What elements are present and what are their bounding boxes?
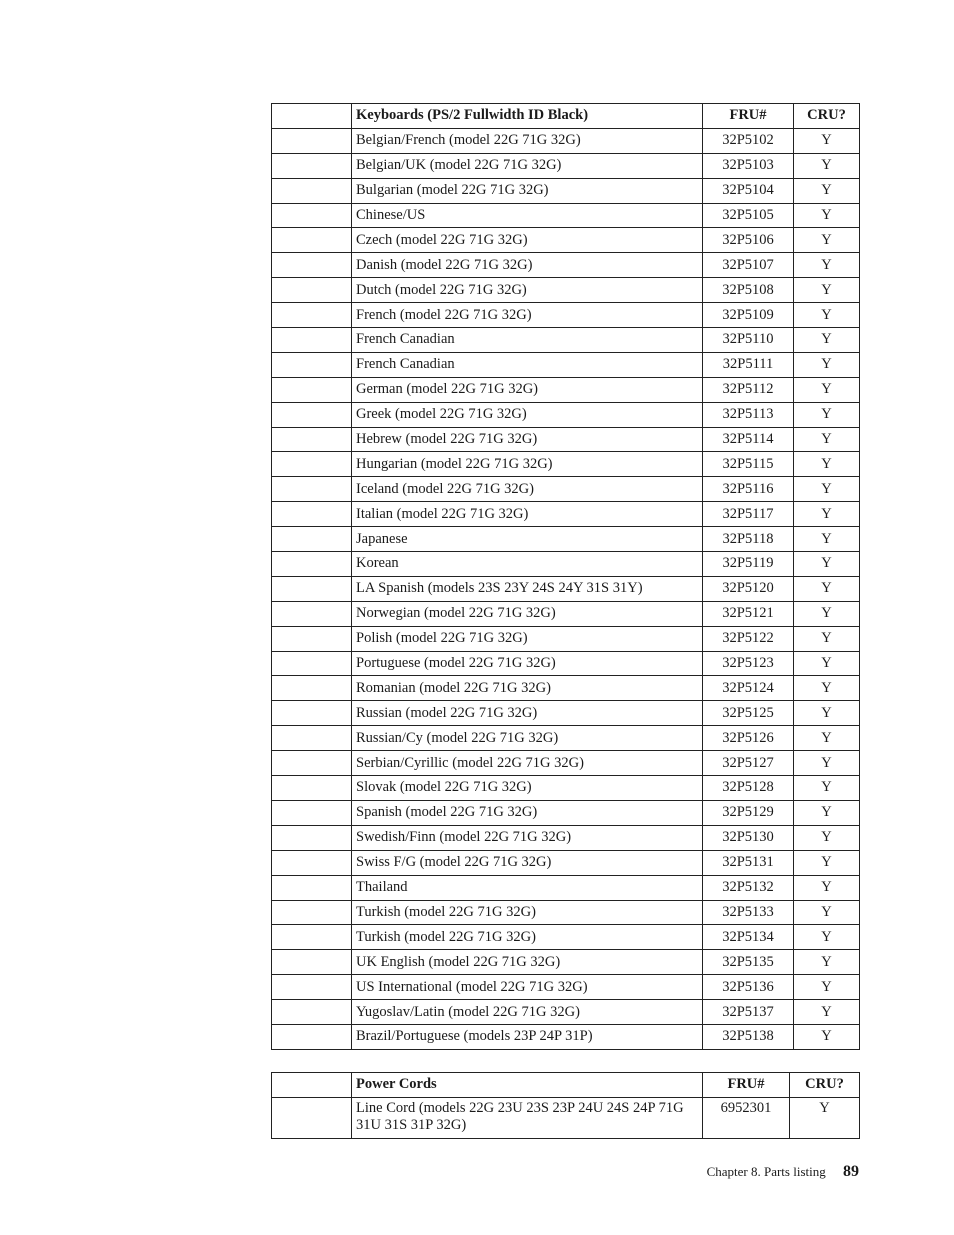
description-cell: Dutch (model 22G 71G 32G) <box>352 278 703 303</box>
description-cell: French Canadian <box>352 352 703 377</box>
index-cell <box>272 1097 352 1138</box>
table-row <box>272 800 860 825</box>
cru-cell: Y <box>794 253 860 278</box>
cru-cell: Y <box>794 800 860 825</box>
cru-cell: Y <box>794 776 860 801</box>
fru-header: FRU# <box>703 104 794 129</box>
table-row <box>272 850 860 875</box>
fru-cell: 6952301 <box>703 1097 790 1138</box>
cru-cell: Y <box>794 153 860 178</box>
cru-cell: Y <box>794 651 860 676</box>
index-cell <box>272 900 352 925</box>
table-row <box>272 776 860 801</box>
table-row <box>272 875 860 900</box>
fru-cell: 32P5102 <box>703 128 794 153</box>
cru-header: CRU? <box>790 1073 860 1098</box>
description-cell: Greek (model 22G 71G 32G) <box>352 402 703 427</box>
cru-cell: Y <box>794 701 860 726</box>
fru-cell: 32P5133 <box>703 900 794 925</box>
cru-cell: Y <box>794 303 860 328</box>
index-cell <box>272 128 352 153</box>
table-row <box>272 303 860 328</box>
table-row <box>272 527 860 552</box>
table-row <box>272 452 860 477</box>
cru-cell: Y <box>794 452 860 477</box>
index-cell <box>272 178 352 203</box>
table-header-row <box>272 1073 860 1098</box>
cru-cell: Y <box>794 850 860 875</box>
fru-cell: 32P5137 <box>703 1000 794 1025</box>
index-cell <box>272 477 352 502</box>
description-cell: Bulgarian (model 22G 71G 32G) <box>352 178 703 203</box>
fru-cell: 32P5103 <box>703 153 794 178</box>
description-cell: Turkish (model 22G 71G 32G) <box>352 925 703 950</box>
cru-cell: Y <box>794 278 860 303</box>
description-cell: Hebrew (model 22G 71G 32G) <box>352 427 703 452</box>
cru-cell: Y <box>794 1000 860 1025</box>
description-cell: UK English (model 22G 71G 32G) <box>352 950 703 975</box>
description-cell: Belgian/French (model 22G 71G 32G) <box>352 128 703 153</box>
description-cell: Polish (model 22G 71G 32G) <box>352 626 703 651</box>
index-cell <box>272 377 352 402</box>
table-header-row <box>272 104 860 129</box>
cru-cell: Y <box>794 975 860 1000</box>
description-cell: Danish (model 22G 71G 32G) <box>352 253 703 278</box>
table-row <box>272 552 860 577</box>
table-row <box>272 601 860 626</box>
table-row <box>272 1024 860 1049</box>
fru-cell: 32P5115 <box>703 452 794 477</box>
description-cell: Italian (model 22G 71G 32G) <box>352 502 703 527</box>
table-row <box>272 352 860 377</box>
fru-header: FRU# <box>703 1073 790 1098</box>
description-cell: French Canadian <box>352 328 703 353</box>
description-cell: Portuguese (model 22G 71G 32G) <box>352 651 703 676</box>
index-cell <box>272 825 352 850</box>
table-row <box>272 253 860 278</box>
cru-cell: Y <box>794 128 860 153</box>
index-cell <box>272 776 352 801</box>
description-cell: Norwegian (model 22G 71G 32G) <box>352 601 703 626</box>
fru-cell: 32P5125 <box>703 701 794 726</box>
fru-cell: 32P5128 <box>703 776 794 801</box>
table-row <box>272 925 860 950</box>
index-cell <box>272 552 352 577</box>
description-cell: French (model 22G 71G 32G) <box>352 303 703 328</box>
fru-cell: 32P5108 <box>703 278 794 303</box>
fru-cell: 32P5117 <box>703 502 794 527</box>
index-cell <box>272 278 352 303</box>
description-header: Power Cords <box>352 1073 703 1098</box>
fru-cell: 32P5127 <box>703 751 794 776</box>
keyboards-table-body <box>272 128 860 1049</box>
index-cell <box>272 328 352 353</box>
table-row <box>272 751 860 776</box>
index-cell <box>272 1024 352 1049</box>
index-cell <box>272 626 352 651</box>
cru-cell: Y <box>794 352 860 377</box>
description-header: Keyboards (PS/2 Fullwidth ID Black) <box>352 104 703 129</box>
cru-cell: Y <box>794 527 860 552</box>
chapter-title: Chapter 8. Parts listing <box>706 1164 826 1179</box>
power-cords-table <box>271 1072 860 1139</box>
fru-cell: 32P5106 <box>703 228 794 253</box>
index-cell <box>272 875 352 900</box>
description-cell: Serbian/Cyrillic (model 22G 71G 32G) <box>352 751 703 776</box>
description-cell: LA Spanish (models 23S 23Y 24S 24Y 31S 31Y) <box>352 576 703 601</box>
cru-cell: Y <box>794 626 860 651</box>
fru-cell: 32P5123 <box>703 651 794 676</box>
cru-cell: Y <box>794 228 860 253</box>
table-row <box>272 178 860 203</box>
index-cell <box>272 950 352 975</box>
description-cell: Brazil/Portuguese (models 23P 24P 31P) <box>352 1024 703 1049</box>
table-row <box>272 153 860 178</box>
fru-cell: 32P5118 <box>703 527 794 552</box>
table-row <box>272 726 860 751</box>
description-cell: Yugoslav/Latin (model 22G 71G 32G) <box>352 1000 703 1025</box>
table-row <box>272 825 860 850</box>
fru-cell: 32P5131 <box>703 850 794 875</box>
description-cell: Iceland (model 22G 71G 32G) <box>352 477 703 502</box>
index-cell <box>272 751 352 776</box>
description-cell: German (model 22G 71G 32G) <box>352 377 703 402</box>
index-cell <box>272 800 352 825</box>
cru-cell: Y <box>794 402 860 427</box>
fru-cell: 32P5130 <box>703 825 794 850</box>
cru-cell: Y <box>794 178 860 203</box>
fru-cell: 32P5129 <box>703 800 794 825</box>
fru-cell: 32P5136 <box>703 975 794 1000</box>
index-cell <box>272 153 352 178</box>
index-cell <box>272 925 352 950</box>
cru-cell: Y <box>790 1097 860 1138</box>
index-cell <box>272 203 352 228</box>
fru-cell: 32P5120 <box>703 576 794 601</box>
index-cell <box>272 527 352 552</box>
cru-cell: Y <box>794 328 860 353</box>
fru-cell: 32P5107 <box>703 253 794 278</box>
fru-cell: 32P5110 <box>703 328 794 353</box>
fru-cell: 32P5109 <box>703 303 794 328</box>
table-row <box>272 676 860 701</box>
fru-cell: 32P5111 <box>703 352 794 377</box>
index-cell <box>272 352 352 377</box>
table-row <box>272 427 860 452</box>
index-cell <box>272 676 352 701</box>
fru-cell: 32P5132 <box>703 875 794 900</box>
description-cell: Turkish (model 22G 71G 32G) <box>352 900 703 925</box>
cru-cell: Y <box>794 601 860 626</box>
index-cell <box>272 975 352 1000</box>
description-cell: Belgian/UK (model 22G 71G 32G) <box>352 153 703 178</box>
fru-cell: 32P5104 <box>703 178 794 203</box>
description-cell: Swedish/Finn (model 22G 71G 32G) <box>352 825 703 850</box>
index-cell <box>272 726 352 751</box>
index-cell <box>272 303 352 328</box>
fru-cell: 32P5116 <box>703 477 794 502</box>
index-cell <box>272 427 352 452</box>
table-row <box>272 502 860 527</box>
power-cords-table-body <box>272 1097 860 1138</box>
cru-cell: Y <box>794 676 860 701</box>
table-row <box>272 950 860 975</box>
fru-cell: 32P5121 <box>703 601 794 626</box>
index-cell <box>272 576 352 601</box>
index-cell <box>272 601 352 626</box>
table-row <box>272 203 860 228</box>
description-cell: Romanian (model 22G 71G 32G) <box>352 676 703 701</box>
index-cell <box>272 452 352 477</box>
page-footer <box>707 1163 859 1181</box>
table-row <box>272 975 860 1000</box>
table-row <box>272 651 860 676</box>
cru-header: CRU? <box>794 104 860 129</box>
cru-cell: Y <box>794 427 860 452</box>
index-cell <box>272 228 352 253</box>
index-cell <box>272 253 352 278</box>
index-cell <box>272 701 352 726</box>
description-cell: Swiss F/G (model 22G 71G 32G) <box>352 850 703 875</box>
description-cell: Spanish (model 22G 71G 32G) <box>352 800 703 825</box>
cru-cell: Y <box>794 925 860 950</box>
index-header <box>272 1073 352 1098</box>
index-header <box>272 104 352 129</box>
table-row <box>272 1000 860 1025</box>
fru-cell: 32P5105 <box>703 203 794 228</box>
cru-cell: Y <box>794 203 860 228</box>
table-row <box>272 377 860 402</box>
cru-cell: Y <box>794 950 860 975</box>
fru-cell: 32P5126 <box>703 726 794 751</box>
description-cell: Russian/Cy (model 22G 71G 32G) <box>352 726 703 751</box>
cru-cell: Y <box>794 900 860 925</box>
description-cell: Czech (model 22G 71G 32G) <box>352 228 703 253</box>
cru-cell: Y <box>794 377 860 402</box>
description-cell: Hungarian (model 22G 71G 32G) <box>352 452 703 477</box>
table-row <box>272 128 860 153</box>
fru-cell: 32P5122 <box>703 626 794 651</box>
index-cell <box>272 850 352 875</box>
description-cell: Russian (model 22G 71G 32G) <box>352 701 703 726</box>
cru-cell: Y <box>794 502 860 527</box>
fru-cell: 32P5124 <box>703 676 794 701</box>
fru-cell: 32P5113 <box>703 402 794 427</box>
fru-cell: 32P5138 <box>703 1024 794 1049</box>
cru-cell: Y <box>794 477 860 502</box>
index-cell <box>272 1000 352 1025</box>
description-cell: Slovak (model 22G 71G 32G) <box>352 776 703 801</box>
fru-cell: 32P5134 <box>703 925 794 950</box>
table-row <box>272 576 860 601</box>
cru-cell: Y <box>794 825 860 850</box>
fru-cell: 32P5135 <box>703 950 794 975</box>
fru-cell: 32P5119 <box>703 552 794 577</box>
table-row <box>272 900 860 925</box>
cru-cell: Y <box>794 726 860 751</box>
cru-cell: Y <box>794 1024 860 1049</box>
table-row <box>272 402 860 427</box>
description-cell: Line Cord (models 22G 23U 23S 23P 24U 24S 24P 71G 31U 31S 31P 32G) <box>352 1097 703 1138</box>
description-cell: Japanese <box>352 527 703 552</box>
index-cell <box>272 651 352 676</box>
table-row <box>272 701 860 726</box>
table-row <box>272 278 860 303</box>
cru-cell: Y <box>794 576 860 601</box>
description-cell: Chinese/US <box>352 203 703 228</box>
fru-cell: 32P5114 <box>703 427 794 452</box>
index-cell <box>272 402 352 427</box>
table-row <box>272 477 860 502</box>
fru-cell: 32P5112 <box>703 377 794 402</box>
index-cell <box>272 502 352 527</box>
table-row <box>272 1097 860 1138</box>
cru-cell: Y <box>794 751 860 776</box>
description-cell: Thailand <box>352 875 703 900</box>
description-cell: US International (model 22G 71G 32G) <box>352 975 703 1000</box>
table-row <box>272 626 860 651</box>
table-row <box>272 228 860 253</box>
description-cell: Korean <box>352 552 703 577</box>
keyboards-table <box>271 103 860 1050</box>
table-row <box>272 328 860 353</box>
page-number: 89 <box>843 1163 859 1180</box>
cru-cell: Y <box>794 552 860 577</box>
cru-cell: Y <box>794 875 860 900</box>
